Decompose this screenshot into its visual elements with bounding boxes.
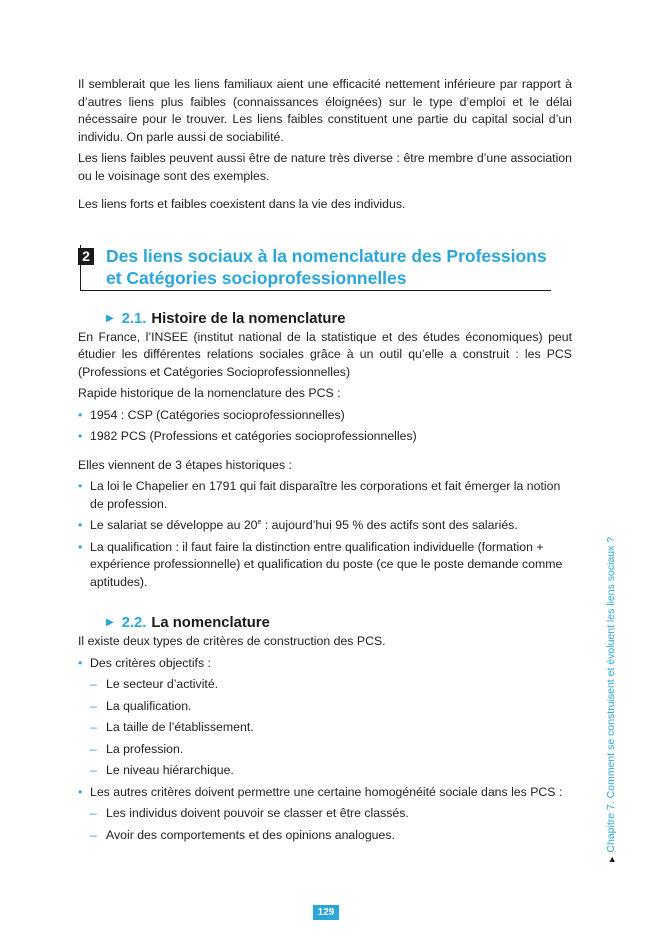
sub-list-item: – Le niveau hiérarchique. <box>78 762 572 780</box>
chapter-title: Chapitre 7. Comment se construisent et évoluent les liens sociaux ? <box>605 536 617 853</box>
intro-paragraph-1: Il semblerait que les liens familiaux aient une efficacité nettement inférieure par rapport à d’autres liens plus faibles (connaissances éloignées) sur le type d’emploi et le délai nécessaire pour le trouver. Les liens faibles constituent une partie du capital social d’un individu. On parle aussi de sociabilité. <box>78 77 572 144</box>
triangle-right-icon: ▶ <box>609 856 616 862</box>
list-item <box>78 517 572 535</box>
chapter-sidebar <box>603 502 622 862</box>
sub-list-item: – La qualification. <box>78 698 572 716</box>
subsection-number: 2.1. <box>121 310 147 327</box>
list-item: • 1982 PCS (Professions et catégories socioprofessionnelles) <box>78 428 572 446</box>
intro-paragraph-3: Les liens forts et faibles coexistent dans la vie des individus. <box>78 197 406 211</box>
page-number: 129 <box>313 905 339 920</box>
subsection-title: Histoire de la nomenclature <box>151 310 346 327</box>
page-content <box>78 76 572 844</box>
superscript: e <box>257 518 262 526</box>
sub-list-item: – La profession. <box>78 741 572 759</box>
list-item: • La loi le Chapelier en 1791 qui fait disparaître les corporations et fait émerger la notion de profession. <box>78 478 572 513</box>
history-paragraph-1: En France, l’INSEE (institut national de la statistique et des études économiques) peut étudier les différentes relations sociales grâce à un outil qu’elle a construit : les PCS (Professions et Catégories Socioprofessionnelles) <box>78 329 572 379</box>
triangle-right-icon: ▶ <box>106 617 114 628</box>
list-item-text: Le salariat se développe au 20 <box>90 518 258 532</box>
nomenclature-paragraph: Il existe deux types de critères de construction des PCS. <box>78 634 386 648</box>
section-number-badge: 2 <box>78 248 94 265</box>
sub-list-item: – La taille de l’établissement. <box>78 719 572 737</box>
history-timeline-list <box>78 407 572 446</box>
sub-list-item: – Avoir des comportements et des opinions analogues. <box>78 827 572 845</box>
list-item: • Des critères objectifs : <box>78 655 572 673</box>
section-title-line-1: Des liens sociaux à la nomenclature des Professions <box>106 245 547 266</box>
history-paragraph-2: Rapide historique de la nomenclature des PCS : <box>78 386 341 400</box>
historical-steps-list <box>78 478 572 591</box>
triangle-right-icon: ▶ <box>106 312 114 324</box>
subsection-2-2-heading <box>106 613 572 633</box>
list-item-text: : aujourd’hui 95 % des actifs sont des salariés. <box>261 518 518 532</box>
list-item: • La qualification : il faut faire la distinction entre qualification individuelle (formation + expérience professionnelle) et qualification du poste (ce que le poste demande comme aptitudes). <box>78 539 572 592</box>
section-title-line-2: et Catégories socioprofessionnelles <box>106 267 407 288</box>
list-item: • 1954 : CSP (Catégories socioprofessionnelles) <box>78 407 572 425</box>
subsection-number: 2.2. <box>121 615 147 631</box>
subsection-2-1-heading <box>106 309 572 329</box>
history-paragraph-3: Elles viennent de 3 étapes historiques : <box>78 457 292 472</box>
list-item: • Les autres critères doivent permettre une certaine homogénéité sociale dans les PCS : <box>78 784 572 802</box>
subsection-title: La nomenclature <box>151 615 270 631</box>
criteria-list <box>78 655 572 845</box>
sub-list-item: – Les individus doivent pouvoir se classer et être classés. <box>78 805 572 823</box>
intro-paragraph-2: Les liens faibles peuvent aussi être de nature très diverse : être membre d’une association ou le voisinage sont des exemples. <box>78 151 572 183</box>
sub-list-item: – Le secteur d’activité. <box>78 676 572 694</box>
section-2-heading <box>78 245 572 291</box>
section-title <box>80 245 551 291</box>
